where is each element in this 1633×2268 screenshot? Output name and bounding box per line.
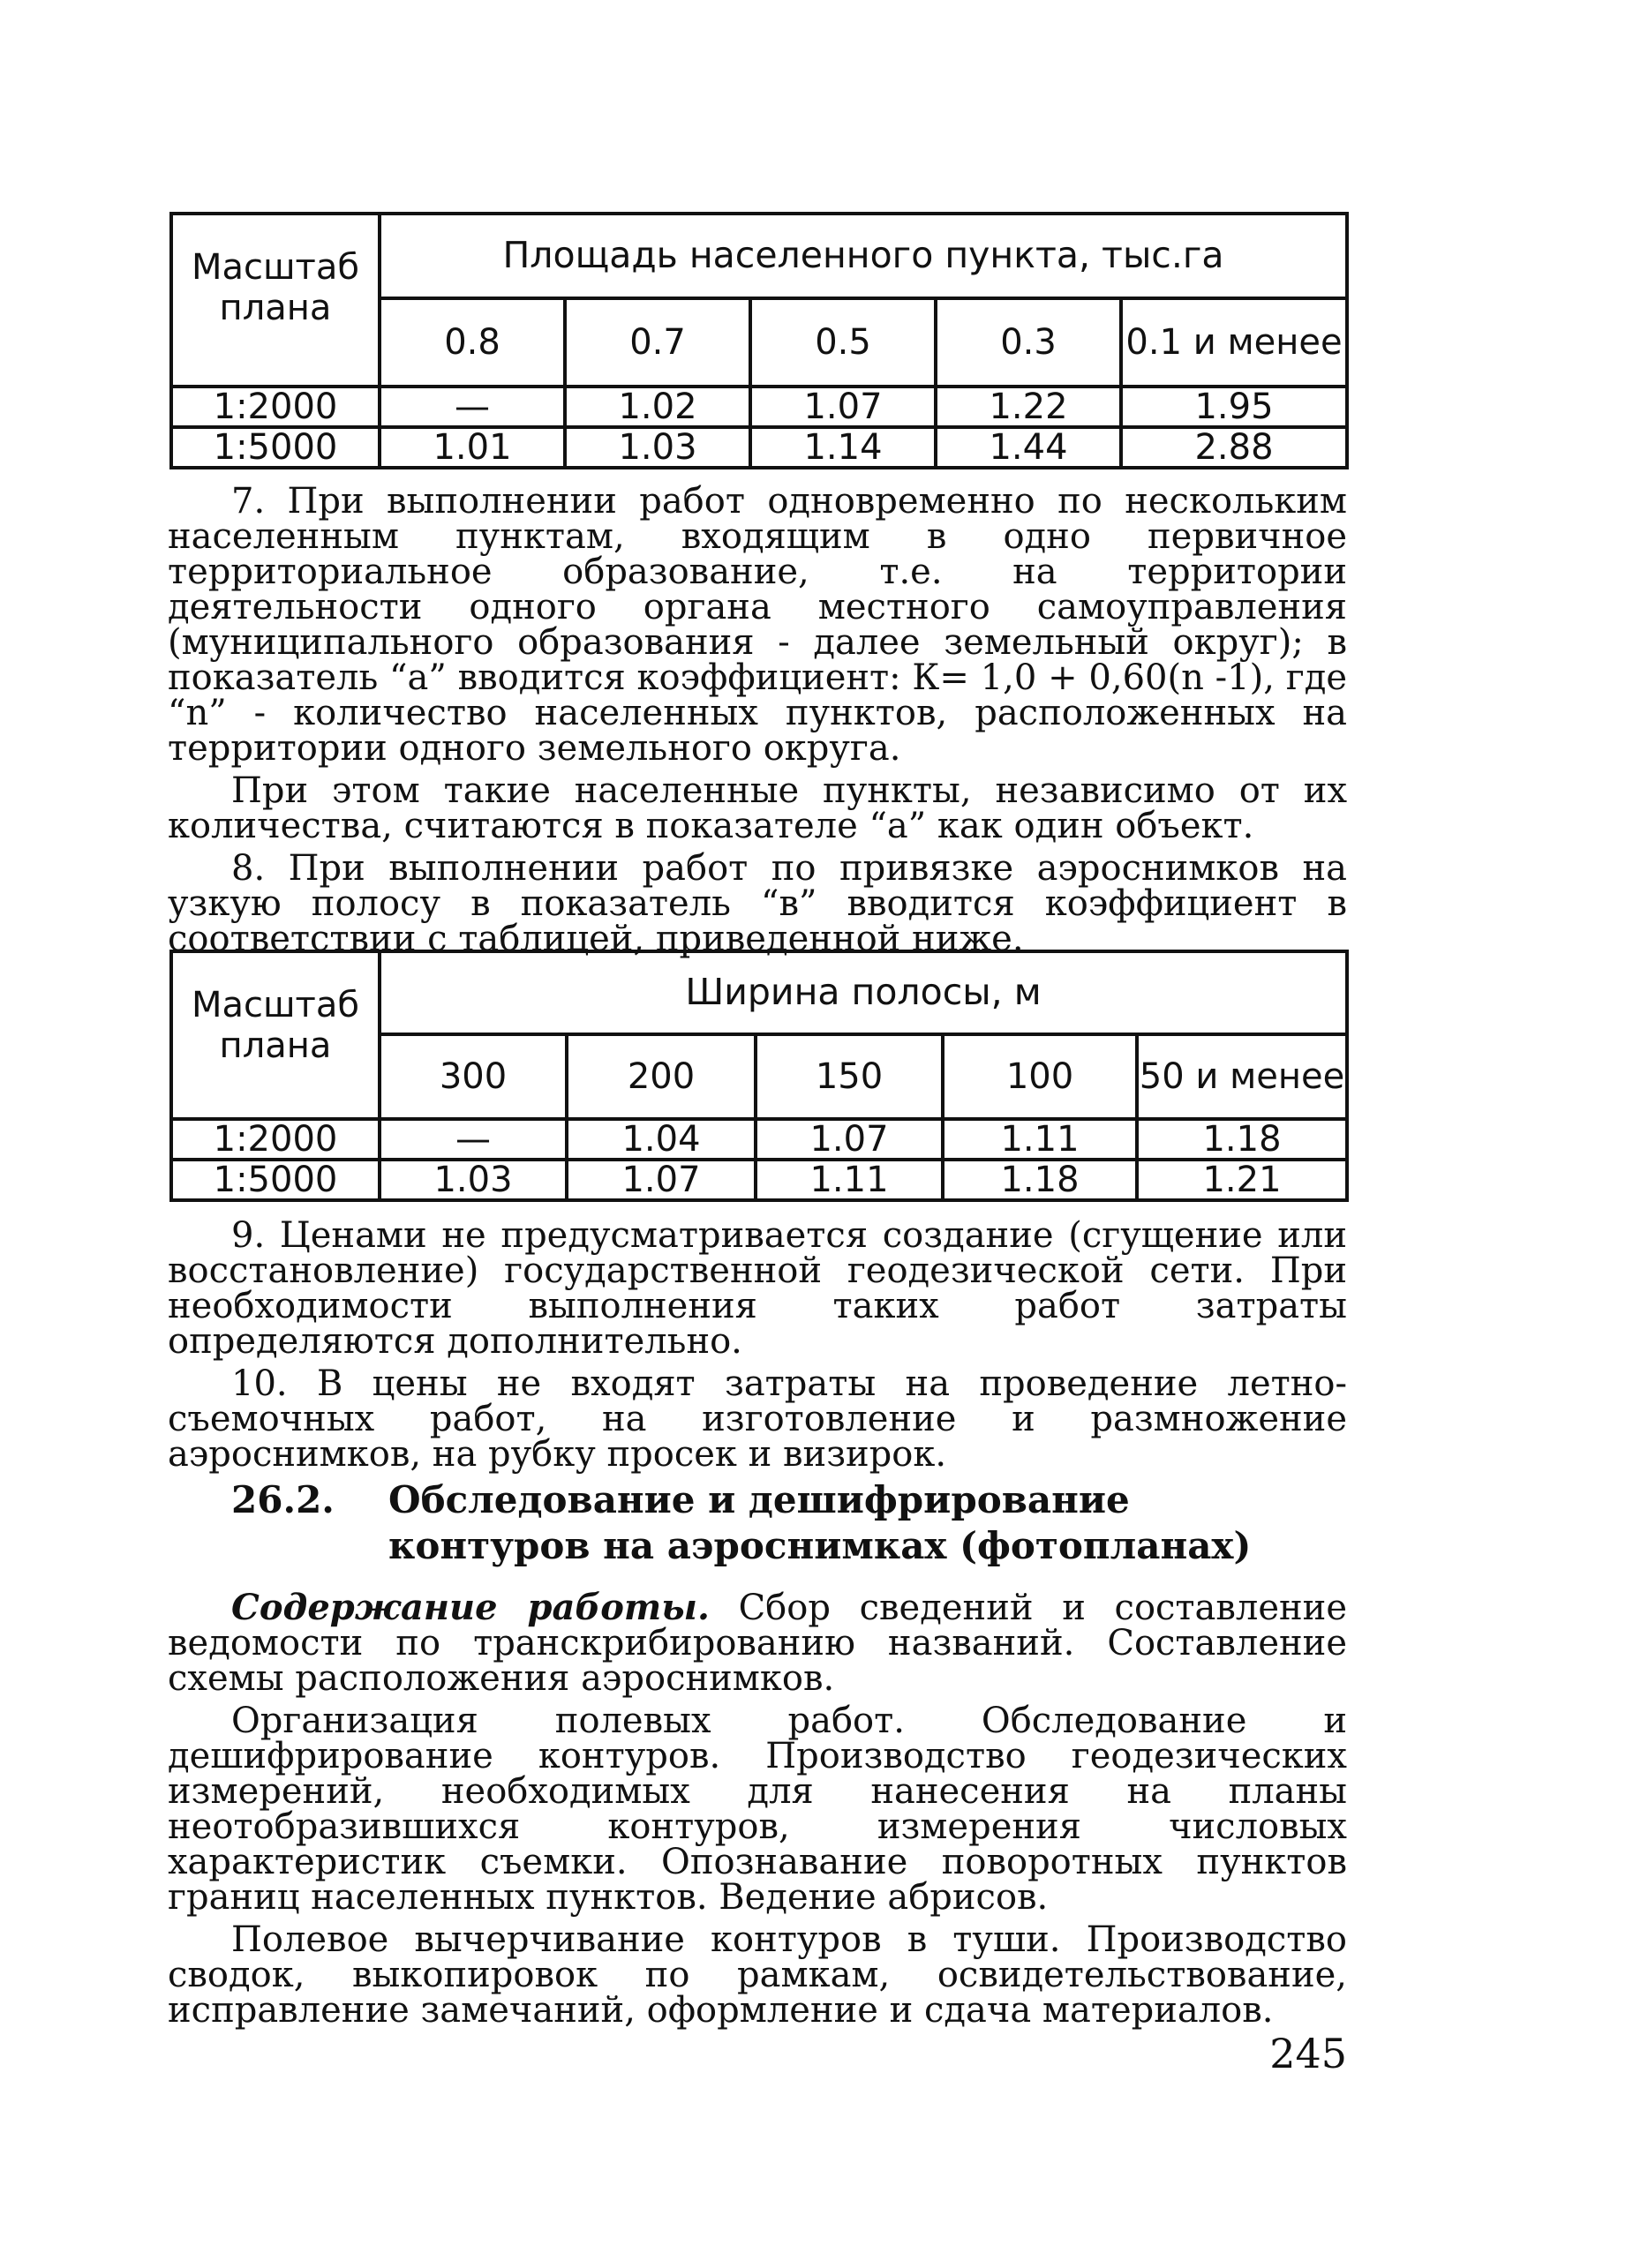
column-header: 300 <box>380 1034 567 1119</box>
section-number: 26.2. <box>231 1478 335 1521</box>
column-header: 0.1 и менее <box>1121 298 1347 387</box>
field-work-paragraph: Организация полевых работ. Обследование и дешифрирование контуров. Производство геодезических измерений, необходимых для нанесения на планы неотобразившихся контуров, измерения числовых характеристик съемки. Опознавание поворотных пунктов границ населенных пунктов. Ведение абрисов. <box>168 1701 1347 1918</box>
table-cell: — <box>380 1119 567 1160</box>
table-cell: 1.22 <box>936 387 1121 427</box>
paragraph-7: 7. При выполнении работ одновременно по нескольким населенным пунктам, входящим в одно первичное территориальное образование, т.е. на территории деятельности одного органа местного самоуправления (муниципального образования - далее земельный округ); в показатель “а” вводится коэффициент: К= 1,0 + 0,60(n -1), где “n” - количество населенных пунктов, расположенных на территории одного земельного округа. <box>168 481 1347 769</box>
column-header: 200 <box>567 1034 756 1119</box>
section-title: Обследование и дешифрирование контуров на аэроснимках (фотопланах) <box>388 1478 1252 1567</box>
row-scale: 1:5000 <box>171 1160 380 1200</box>
drafting-paragraph: Полевое вычерчивание контуров в туши. Производство сводок, выкопировок по рамкам, освидетельствование, исправление замечаний, оформление и сдача материалов. <box>168 1919 1347 2031</box>
paragraph-7-note: При этом такие населенные пункты, независимо от их количества, считаются в показателе “а” как один объект. <box>168 770 1347 846</box>
paragraph-8: 8. При выполнении работ по привязке аэроснимков на узкую полосу в показатель “в” вводится коэффициент в соответствии с таблицей, приведенной ниже. <box>168 848 1347 959</box>
table-cell: 1.03 <box>565 427 750 468</box>
scale-header: Масштаб плана <box>171 951 380 1119</box>
strip-width-coefficient-table <box>169 950 1349 1202</box>
work-content-paragraph <box>168 1587 1347 1699</box>
table-cell: 1.18 <box>1137 1119 1347 1160</box>
table-cell: 1.18 <box>943 1160 1137 1200</box>
paragraph-9: 9. Ценами не предусматривается создание (сгущение или восстановление) государственной геодезической сети. При необходимости выполнения таких работ затраты определяются дополнительно. <box>168 1215 1347 1362</box>
row-scale: 1:2000 <box>171 387 380 427</box>
table-cell: 1.03 <box>380 1160 567 1200</box>
table-row <box>171 427 1347 468</box>
table-cell: 2.88 <box>1121 427 1347 468</box>
column-header: 0.3 <box>936 298 1121 387</box>
table-row <box>171 387 1347 427</box>
table-cell: 1.01 <box>380 427 565 468</box>
table-cell: 1.44 <box>936 427 1121 468</box>
table-cell: 1.11 <box>756 1160 943 1200</box>
area-coefficient-table <box>169 212 1349 469</box>
text-block-1 <box>168 481 1347 964</box>
table-cell: 1.07 <box>567 1160 756 1200</box>
row-scale: 1:2000 <box>171 1119 380 1160</box>
table-row <box>171 1119 1347 1160</box>
column-header: 0.8 <box>380 298 565 387</box>
table-cell: — <box>380 387 565 427</box>
table-row <box>171 1160 1347 1200</box>
column-header: 50 и менее <box>1137 1034 1347 1119</box>
table-cell: 1.07 <box>756 1119 943 1160</box>
paragraph-10: 10. В цены не входят затраты на проведение летно-съемочных работ, на изготовление и размножение аэроснимков, на рубку просек и визирок. <box>168 1363 1347 1475</box>
scale-header: Масштаб плана <box>171 214 380 387</box>
table-cell: 1.95 <box>1121 387 1347 427</box>
table-cell: 1.07 <box>750 387 936 427</box>
work-content-text: Сбор сведений и составление ведомости по транскрибированию названий. Составление схемы расположения аэроснимков. <box>168 1588 1347 1699</box>
table-cell: 1.14 <box>750 427 936 468</box>
group-header: Площадь населенного пункта, тыс.га <box>380 214 1347 298</box>
row-scale: 1:5000 <box>171 427 380 468</box>
column-header: 100 <box>943 1034 1137 1119</box>
table-cell: 1.11 <box>943 1119 1137 1160</box>
column-header: 150 <box>756 1034 943 1119</box>
table-cell: 1.04 <box>567 1119 756 1160</box>
table-cell: 1.21 <box>1137 1160 1347 1200</box>
page-number: 245 <box>1269 2030 1347 2077</box>
text-block-2 <box>168 1215 1347 1479</box>
group-header: Ширина полосы, м <box>380 951 1347 1034</box>
text-block-3 <box>168 1587 1347 2035</box>
column-header: 0.7 <box>565 298 750 387</box>
column-header: 0.5 <box>750 298 936 387</box>
table-cell: 1.02 <box>565 387 750 427</box>
work-content-lead: Содержание работы. <box>231 1587 710 1628</box>
